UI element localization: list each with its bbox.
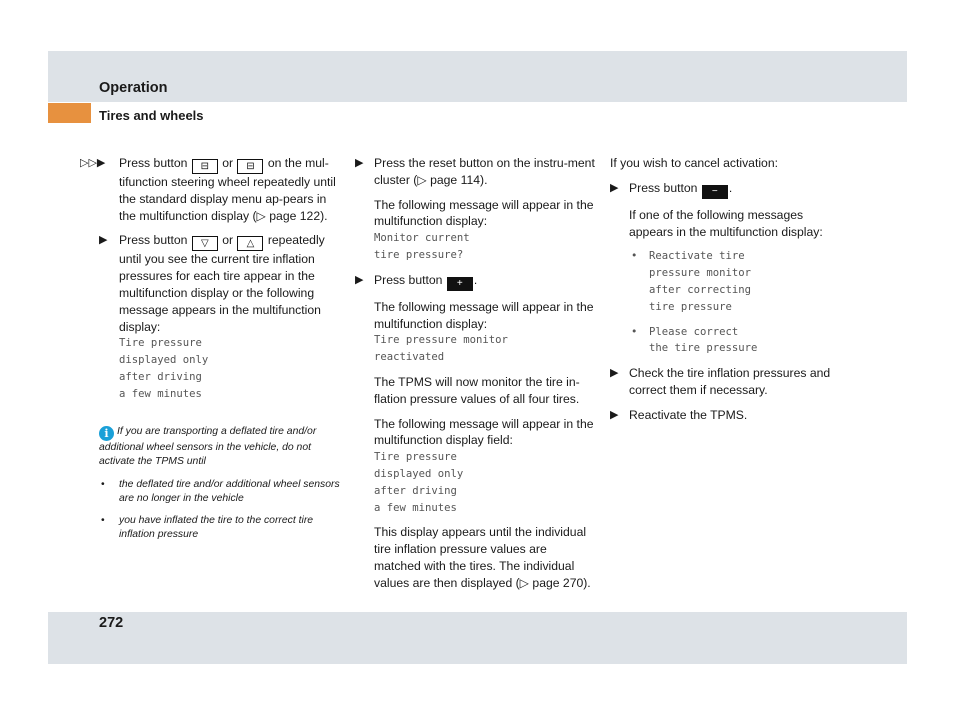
message-bullet: • Reactivate tire pressure monitor after correcting tire pressure (631, 250, 752, 313)
subsection-title: Tires and wheels (99, 108, 204, 123)
info-icon: i (99, 426, 114, 441)
note-bullet: • the deflated tire and/or additional wheel sensors are no longer in the vehicle (101, 479, 340, 505)
arrow-icon: ▶ (610, 181, 619, 194)
message-bullet: • Please correct the tire pressure (631, 325, 758, 355)
arrow-icon: ▶ (99, 234, 108, 247)
step-item: ▶ Press button − . (610, 180, 733, 197)
paragraph: If you wish to cancel activation: (610, 156, 779, 170)
footer-band (48, 612, 907, 664)
arrow-icon: ▶ (355, 157, 364, 169)
step-item: ▶ Press button + . (355, 272, 478, 289)
down-button-icon: ▽ (192, 236, 218, 251)
display-button-icon: ⊟ (237, 159, 263, 174)
step-item: ▶ Press the reset button on the instru-ment cluster (▷ page 114). (355, 156, 595, 187)
paragraph: If one of the following messages appears in the multifunction display: (629, 207, 823, 239)
paragraph: The following message will appear in the multifunction display: Tire pressure monitor reactivated (374, 299, 595, 366)
continue-arrow-icon: ▷▷▶ (80, 157, 106, 169)
display-message: Tire pressure displayed only after driving a few minutes (119, 337, 209, 400)
arrow-icon: ▶ (355, 273, 364, 286)
paragraph: The TPMS will now monitor the tire in-flation pressure values of all four tires. (374, 374, 580, 406)
arrow-icon: ▶ (610, 367, 619, 380)
step-item: ▶ Press button ▽ or △ repeatedly until you see the current tire inflation pressures for each tire appear in the multifunction display or the following message appears in the multifunction display: Tire pressure displayed only after driving a few minutes (80, 232, 342, 402)
column-right (610, 155, 850, 432)
plus-button-icon: + (447, 277, 473, 291)
display-message: Tire pressure monitor reactivated (374, 334, 508, 364)
note-bullet: • you have inflated the tire to the correct tire inflation pressure (101, 515, 314, 541)
paragraph: The following message will appear in the multifunction display field: Tire pressure displayed only after driving a few minutes (374, 416, 595, 517)
section-marker (48, 103, 91, 123)
info-note: i If you are transporting a deflated tire and/or additional wheel sensors in the vehicle, do not activate the TPMS until (99, 425, 317, 468)
arrow-icon: ▶ (610, 408, 619, 421)
step-item: ▷▷▶ Press button ⊟ or ⊟ on the mul-tifunction steering wheel repeatedly until the standard display menu ap-pears in the multifunction display (▷ page 122). (80, 156, 336, 223)
column-middle (355, 155, 595, 600)
up-button-icon: △ (237, 236, 263, 251)
display-message: Monitor current tire pressure? (374, 232, 470, 261)
display-button-icon: ⊟ (192, 159, 218, 174)
display-message: Tire pressure displayed only after driving a few minutes (374, 451, 464, 514)
step-item: ▶ Check the tire inflation pressures and correct them if necessary. (610, 366, 831, 397)
column-left (80, 155, 342, 542)
step-item: ▶ Reactivate the TPMS. (610, 407, 748, 422)
minus-button-icon: − (702, 185, 728, 199)
page-number: 272 (99, 615, 124, 631)
section-title: Operation (99, 80, 168, 96)
paragraph: This display appears until the individual tire inflation pressure values are matched with the tires. The individual values are then displayed (▷ page 270). (374, 525, 591, 590)
paragraph: The following message will appear in the multifunction display: Monitor current tire pressure? (374, 197, 595, 264)
header-band (48, 51, 907, 102)
